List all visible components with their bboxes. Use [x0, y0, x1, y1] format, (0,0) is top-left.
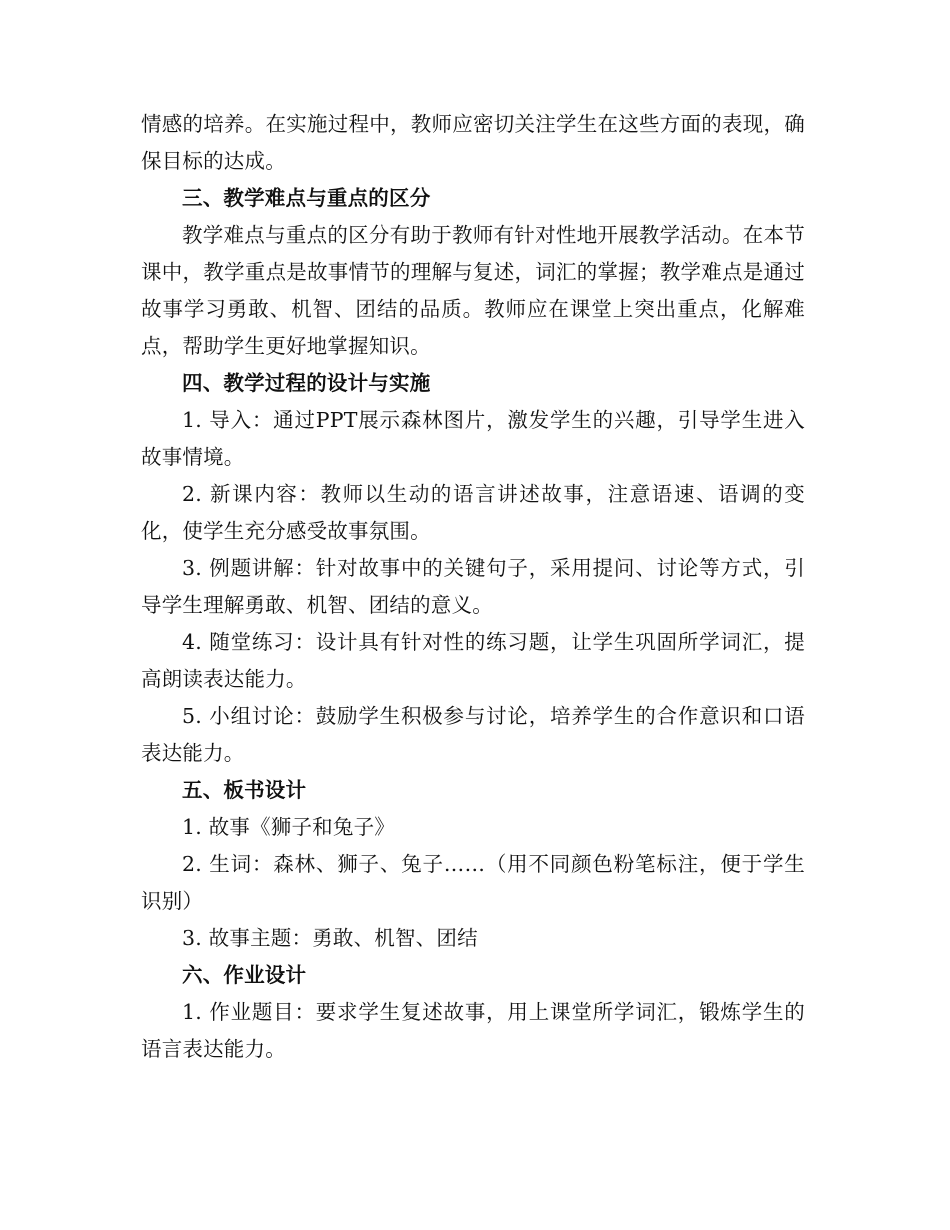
list-item-vocabulary: 2. 生词：森林、狮子、兔子……（用不同颜色粉笔标注，便于学生识别） — [141, 852, 805, 913]
heading-section-5: 五、板书设计 — [182, 778, 307, 802]
heading-section-6: 六、作业设计 — [182, 963, 307, 987]
paragraph-continuation: 情感的培养。在实施过程中，教师应密切关注学生在这些方面的表现，确保目标的达成。 — [141, 112, 805, 173]
paragraph-key-points: 教学难点与重点的区分有助于教师有针对性地开展教学活动。在本节课中，教学重点是故事情节的理解与复述，词汇的掌握；教学难点是通过故事学习勇敢、机智、团结的品质。教师应在课堂上突出重点，化解难点，帮助学生更好地掌握知识。 — [141, 223, 805, 358]
list-item-discussion: 5. 小组讨论：鼓励学生积极参与讨论，培养学生的合作意识和口语表达能力。 — [141, 704, 805, 765]
heading-section-3: 三、教学难点与重点的区分 — [182, 186, 431, 210]
list-item-example: 3. 例题讲解：针对故事中的关键句子，采用提问、讨论等方式，引导学生理解勇敢、机智、团结的意义。 — [141, 556, 805, 617]
document-page — [141, 106, 805, 1068]
heading-section-4: 四、教学过程的设计与实施 — [182, 371, 431, 395]
list-item-homework: 1. 作业题目：要求学生复述故事，用上课堂所学词汇，锻炼学生的语言表达能力。 — [141, 1000, 805, 1061]
list-item-practice: 4. 随堂练习：设计具有针对性的练习题，让学生巩固所学词汇，提高朗读表达能力。 — [141, 630, 805, 691]
list-item-story-title: 1. 故事《狮子和兔子》 — [182, 815, 395, 839]
list-item-new-content: 2. 新课内容：教师以生动的语言讲述故事，注意语速、语调的变化，使学生充分感受故事氛围。 — [141, 482, 805, 543]
list-item-theme: 3. 故事主题：勇敢、机智、团结 — [182, 926, 478, 950]
list-item-intro: 1. 导入：通过PPT展示森林图片，激发学生的兴趣，引导学生进入故事情境。 — [141, 408, 805, 469]
